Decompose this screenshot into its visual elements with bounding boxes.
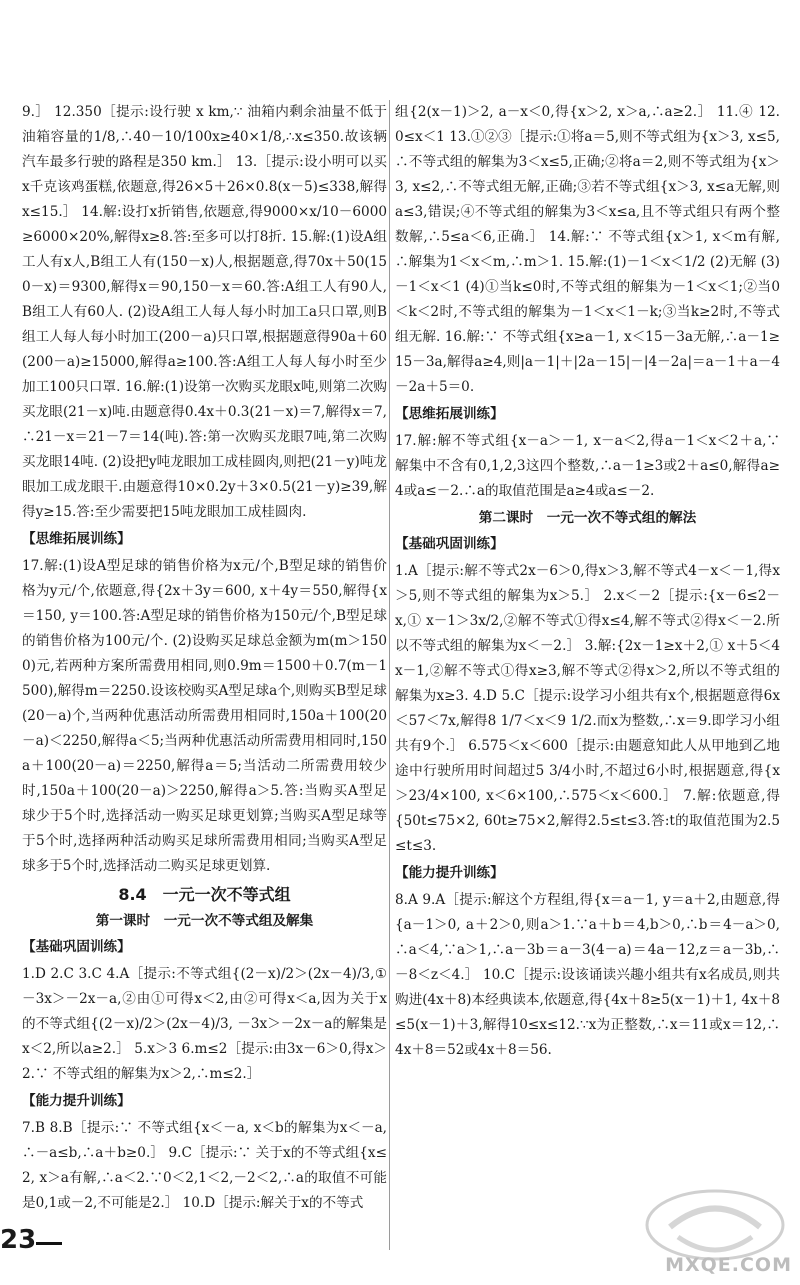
answer-paragraph: 17.解:(1)设A型足球的销售价格为x元/个,B型足球的销售价格为y元/个,依题意,得{2x＋3y＝600, x＋4y＝550,解得{x＝150, y＝100.答:A型足球的销售价格为150元/个,B型足球的销售价格为100元/个. (2)设购买足球总金额为m(m＞1500)元,若两种方案所需费用相同,则0.9m＝1500＋0.7(m－1500),解得m＝2250.设该校购买A型足球a个,则购买B型足球(20－a)个,当两种优惠活动所需费用相同时,150a＋100(20－a)＜2250,解得a＜5;当两种优惠活动所需费用相同时,150a＋100(20－a)＝2250,解得a＝5;当活动二所需费用较少时,150a＋100(20－a)＞2250,解得a＞5.答:当购买A型足球少于5个时,选择活动一购买足球更划算;当购买A型足球等于5个时,选择两种活动购买足球所需费用相同;当购买A型足球多于5个时,选择活动二购买足球更划算. <box>22 558 387 874</box>
answer-paragraph: 7.B 8.B［提示:∵ 不等式组{x＜－a, x＜b的解集为x＜－a,∴－a≤b,∴a＋b≥0.］ 9.C［提示:∵ 关于x的不等式组{x≤2, x＞a有解,∴a＜2.∵0＜2,1＜2,－2＜2,∴a的取值不可能是0,1或－2,不可能是2.］ 10.D［提示:解关于x的不等式 <box>22 1120 387 1211</box>
answer-paragraph: 17.解:解不等式组{x－a＞－1, x－a＜2,得a－1＜x＜2＋a,∵ 解集中不含有0,1,2,3这四个整数,∴a－1≥3或2＋a≤0,解得a≥4或a≤－2.∴a的取值范围是a≥4或a≤－2. <box>395 433 780 499</box>
lesson-heading: 第二课时 一元一次不等式组的解法 <box>478 510 697 526</box>
page-number: 23 <box>0 1225 37 1255</box>
section-label: 【思维拓展训练】 <box>22 531 131 547</box>
answer-paragraph: 8.A 9.A［提示:解这个方程组,得{x＝a－1, y＝a＋2,由题意,得{a－1＞0, a＋2＞0,则a＞1.∵a＋b＝4,b＞0,∴b＝4－a＞0,∴a＜4,∵a＞1,∴a－3b＝a－3(4－a)＝4a－12,z＝a－3b,∴－8＜z＜4.］ 10.C［提示:设该诵读兴趣小组共有x名成员,则共购进(4x＋8)本经典读本,依题意,得{4x＋8≥5(x－1)＋1, 4x＋8≤5(x－1)＋3,解得10≤x≤12.∵x为正整数,∴x＝11或x＝12,∴4x＋8＝52或4x＋8＝56. <box>395 892 780 1058</box>
column-divider <box>389 100 390 1250</box>
left-column <box>22 100 387 1218</box>
page-number-rule <box>36 1242 62 1245</box>
section-label: 【能力提升训练】 <box>22 1093 131 1109</box>
right-column <box>395 100 780 1065</box>
section-label: 【能力提升训练】 <box>395 865 504 881</box>
section-label: 【基础巩固训练】 <box>22 939 131 955</box>
section-heading: 8.4 一元一次不等式组 <box>118 885 291 904</box>
section-label: 【思维拓展训练】 <box>395 406 504 422</box>
section-label: 【基础巩固训练】 <box>395 536 504 552</box>
lesson-heading: 第一课时 一元一次不等式组及解集 <box>95 913 314 929</box>
answer-paragraph: 1.D 2.C 3.C 4.A［提示:不等式组{(2－x)/2＞(2x－4)/3,① －3x＞－2x－a,②由①可得x＜2,由②可得x＜a,因为关于x的不等式组{(2－x)/2＞(2x－4)/3, －3x＞－2x－a的解集是x＜2,所以a≥2.］ 5.x＞3 6.m≤2［提示:由3x－6＞0,得x＞2.∵ 不等式组的解集为x＞2,∴m≤2.］ <box>22 966 387 1082</box>
answer-paragraph: 1.A［提示:解不等式2x－6＞0,得x＞3,解不等式4－x＜－1,得x＞5,则不等式组的解集为x＞5.］ 2.x＜－2［提示:{x－6≤2－x,① x－1＞3x/2,②解不等式①得x≤4,解不等式②得x＜－2.所以不等式组的解集为x＜－2.］ 3.解:{2x－1≥x＋2,① x＋5＜4x－1,②解不等式①得x≥3,解不等式②得x＞2,所以不等式组的解集为x≥3. 4.D 5.C［提示:设学习小组共有x个,根据题意得6x＜57＜7x,解得8 1/7＜x＜9 1/2.而x为整数,∴x＝9.即学习小组共有9个.］ 6.575＜x＜600［提示:由题意知此人从甲地到乙地途中行驶所用时间超过5 3/4小时,不超过6小时,根据题意,得{x＞23/4×100, x＜6×100,∴575＜x＜600.］ 7.解:依题意,得{50t≤75×2, 60t≥75×2,解得2.5≤t≤3.答:t的取值范围为2.5≤t≤3. <box>395 563 780 854</box>
answer-paragraph: 组{2(x－1)＞2, a－x＜0,得{x＞2, x＞a,∴a≥2.］ 11.④ 12.0≤x＜1 13.①②③［提示:①将a＝5,则不等式组为{x＞3, x≤5,∴不等式组的解集为3＜x≤5,正确;②将a＝2,则不等式组为{x＞3, x≤2,∴不等式组无解,正确;③若不等式组{x＞3, x≤a无解,则a≤3,错误;④不等式组的解集为3＜x≤a,且不等式组只有两个整数解,∴5≤a＜6,正确.］ 14.解:∵ 不等式组{x＞1, x＜m有解,∴解集为1＜x＜m,∴m＞1. 15.解:(1)－1＜x＜1/2 (2)无解 (3)－1＜x＜1 (4)①当k≤0时,不等式组的解集为－1＜x＜1;②当0＜k＜2时,不等式组的解集为－1＜x＜1－k;③当k≥2时,不等式组无解. 16.解:∵ 不等式组{x≥a－1, x＜15－3a无解,∴a－1≥15－3a,解得a≥4,则|a－1|＋|2a－15|－|4－2a|＝a－1＋a－4－2a＋5＝0. <box>395 104 780 395</box>
answer-paragraph: 9.］ 12.350［提示:设行驶 x km,∵ 油箱内剩余油量不低于油箱容量的1/8,∴40－10/100x≥40×1/8,∴x≤350.故该辆汽车最多行驶的路程是350 km.］ 13.［提示:设小明可以买x千克该鸡蛋糕,依题意,得26×5＋26×0.8(x－5)≤338,解得x≤15.］ 14.解:设打x折销售,依题意,得9000×x/10－6000≥6000×20%,解得x≥8.答:至多可以打8折. 15.解:(1)设A组工人有x人,B组工人有(150－x)人,根据题意,得70x＋50(150－x)＝9300,解得x＝90,150－x＝60.答:A组工人有90人,B组工人有60人. (2)设A组工人每人每小时加工a只口罩,则B组工人每人每小时加工(200－a)只口罩,根据题意得90a＋60(200－a)≥15000,解得a≥100.答:A组工人每人每小时至少加工100只口罩. 16.解:(1)设第一次购买龙眼x吨,则第二次购买龙眼(21－x)吨.由题意得0.4x＋0.3(21－x)＝7,解得x＝7,∴21－x＝21－7＝14(吨).答:第一次购买龙眼7吨,第二次购买龙眼14吨. (2)设把y吨龙眼加工成桂圆肉,则把(21－y)吨龙眼加工成龙眼干.由题意得10×0.2y＋3×0.5(21－y)≥39,解得y≥15.答:至少需要把15吨龙眼加工成桂圆肉. <box>22 104 387 520</box>
watermark-site: MXQE.COM <box>665 1254 792 1276</box>
